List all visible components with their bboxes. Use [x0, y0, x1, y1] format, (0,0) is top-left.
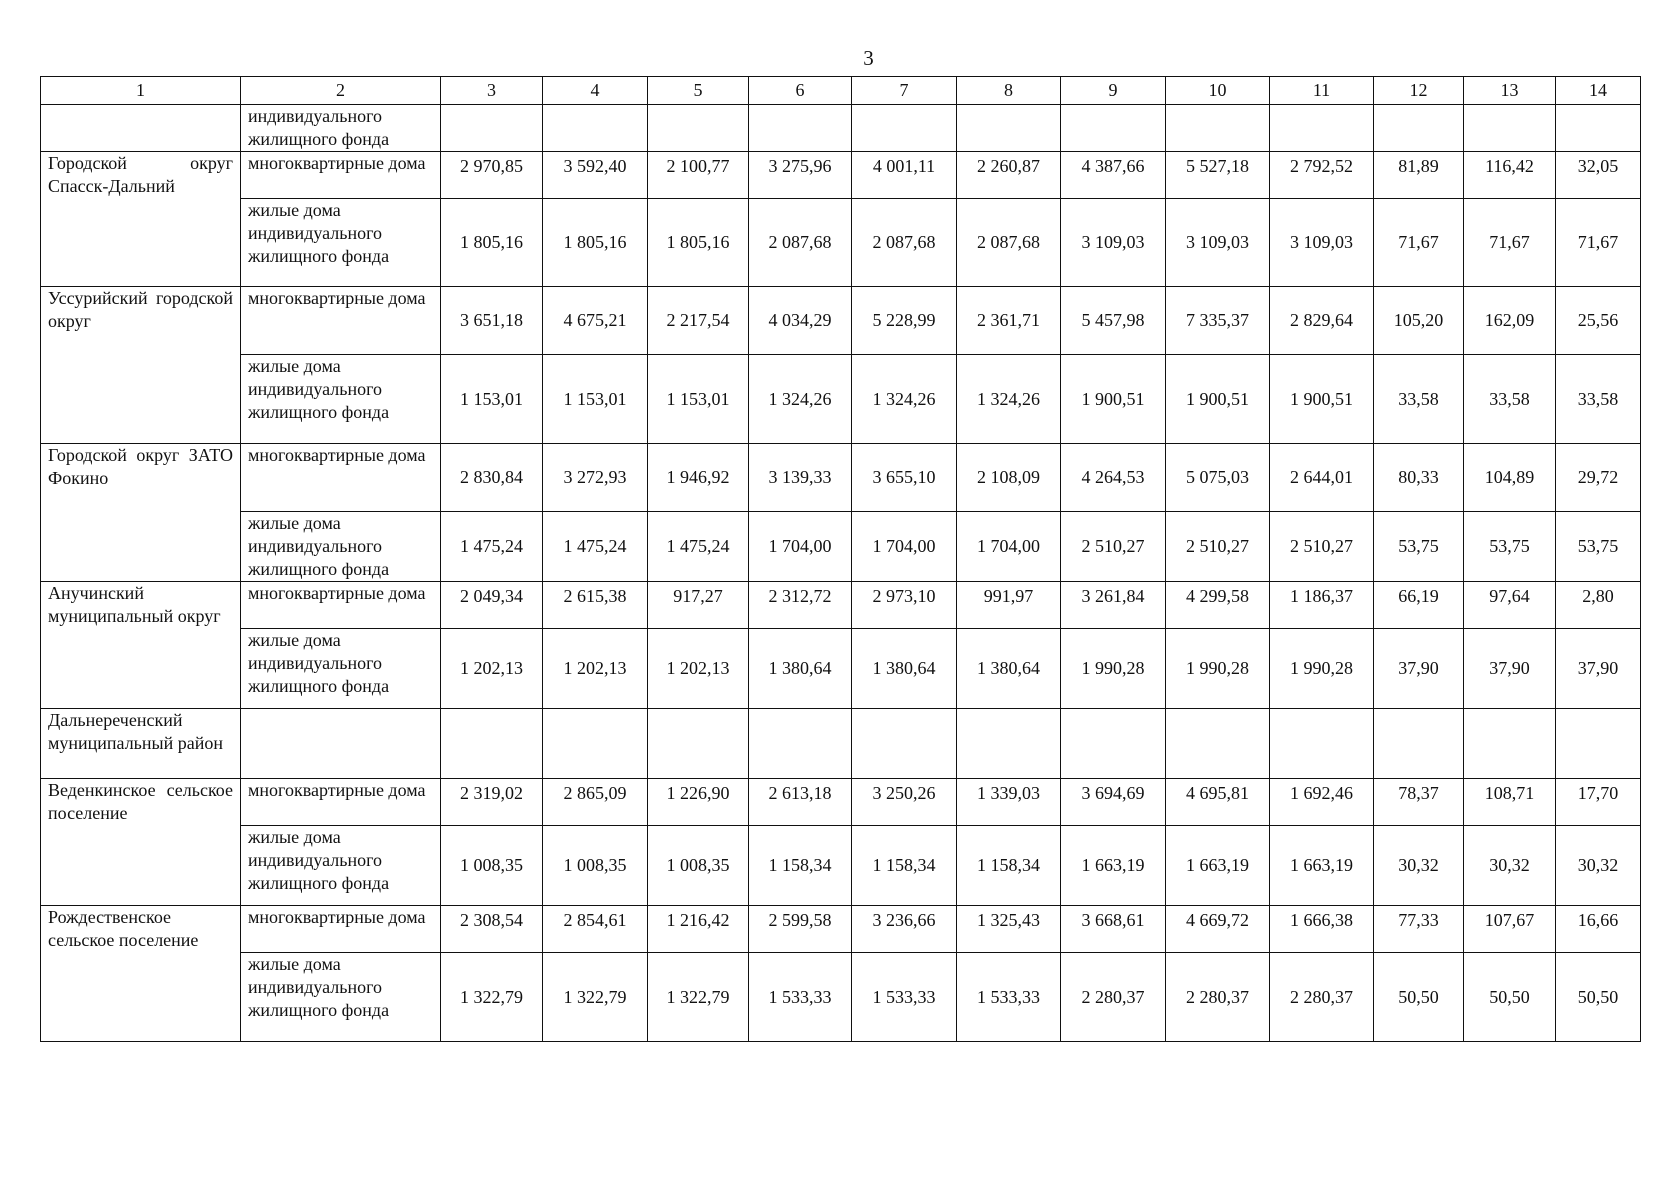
value-cell: 1 380,64: [957, 629, 1061, 709]
value-cell: 1 704,00: [749, 512, 852, 582]
table-row: [41, 779, 1641, 826]
value-cell: 3 592,40: [543, 152, 648, 199]
value-cell: [1556, 105, 1641, 152]
value-cell: [1061, 709, 1166, 779]
value-cell: 3 651,18: [441, 287, 543, 355]
value-cell: 71,67: [1464, 199, 1556, 287]
value-cell: 2 312,72: [749, 582, 852, 629]
value-cell: 1 216,42: [648, 906, 749, 953]
column-number: 4: [543, 77, 648, 105]
value-cell: 37,90: [1556, 629, 1641, 709]
municipality-cell: Городской округ ЗАТО Фокино: [41, 444, 241, 582]
housing-type-cell: многоквартирные дома: [241, 287, 441, 355]
value-cell: 17,70: [1556, 779, 1641, 826]
municipality-cell: Городской округ Спасск-Дальний: [41, 152, 241, 287]
value-cell: 1 704,00: [852, 512, 957, 582]
value-cell: 162,09: [1464, 287, 1556, 355]
value-cell: 1 663,19: [1166, 826, 1270, 906]
column-number: 8: [957, 77, 1061, 105]
housing-type-cell: жилые дома индивидуального жилищного фонда: [241, 629, 441, 709]
value-cell: 16,66: [1556, 906, 1641, 953]
value-cell: 1 900,51: [1270, 355, 1374, 444]
value-cell: 2 280,37: [1166, 953, 1270, 1042]
municipality-cell: Веденкинское сельское поселение: [41, 779, 241, 906]
value-cell: 2 599,58: [749, 906, 852, 953]
value-cell: 50,50: [1374, 953, 1464, 1042]
value-cell: 1 153,01: [441, 355, 543, 444]
value-cell: 2 049,34: [441, 582, 543, 629]
table-row: [41, 444, 1641, 512]
value-cell: 3 275,96: [749, 152, 852, 199]
value-cell: 2 280,37: [1061, 953, 1166, 1042]
value-cell: 1 475,24: [543, 512, 648, 582]
value-cell: 1 008,35: [441, 826, 543, 906]
municipality-cell: [41, 105, 241, 152]
value-cell: 917,27: [648, 582, 749, 629]
housing-type-cell: жилые дома индивидуального жилищного фонда: [241, 199, 441, 287]
column-number: 9: [1061, 77, 1166, 105]
value-cell: 3 272,93: [543, 444, 648, 512]
value-cell: 53,75: [1556, 512, 1641, 582]
value-cell: [1556, 709, 1641, 779]
value-cell: [957, 709, 1061, 779]
value-cell: 2 644,01: [1270, 444, 1374, 512]
value-cell: 1 008,35: [648, 826, 749, 906]
table-row: [41, 199, 1641, 287]
value-cell: 33,58: [1374, 355, 1464, 444]
value-cell: 7 335,37: [1166, 287, 1270, 355]
value-cell: 5 527,18: [1166, 152, 1270, 199]
municipality-cell: Дальнереченский муниципальный район: [41, 709, 241, 779]
column-number: 14: [1556, 77, 1641, 105]
value-cell: 4 387,66: [1061, 152, 1166, 199]
value-cell: 1 186,37: [1270, 582, 1374, 629]
value-cell: 1 153,01: [648, 355, 749, 444]
value-cell: [1270, 709, 1374, 779]
value-cell: 3 139,33: [749, 444, 852, 512]
value-cell: 1 805,16: [648, 199, 749, 287]
housing-type-cell: многоквартирные дома: [241, 444, 441, 512]
value-cell: 32,05: [1556, 152, 1641, 199]
column-number: 3: [441, 77, 543, 105]
municipality-cell: Рождественское сельское поселение: [41, 906, 241, 1042]
value-cell: 2 615,38: [543, 582, 648, 629]
value-cell: 1 990,28: [1270, 629, 1374, 709]
value-cell: 2 792,52: [1270, 152, 1374, 199]
value-cell: 1 666,38: [1270, 906, 1374, 953]
value-cell: 1 339,03: [957, 779, 1061, 826]
value-cell: [749, 105, 852, 152]
value-cell: 4 695,81: [1166, 779, 1270, 826]
value-cell: 2 087,68: [852, 199, 957, 287]
value-cell: [852, 105, 957, 152]
value-cell: 1 322,79: [648, 953, 749, 1042]
value-cell: 1 704,00: [957, 512, 1061, 582]
value-cell: 2 854,61: [543, 906, 648, 953]
value-cell: 3 109,03: [1166, 199, 1270, 287]
value-cell: [648, 105, 749, 152]
value-cell: 4 264,53: [1061, 444, 1166, 512]
value-cell: 2 087,68: [749, 199, 852, 287]
value-cell: 2 361,71: [957, 287, 1061, 355]
value-cell: 2 970,85: [441, 152, 543, 199]
table-row: [41, 582, 1641, 629]
value-cell: 33,58: [1464, 355, 1556, 444]
value-cell: [543, 709, 648, 779]
value-cell: 37,90: [1464, 629, 1556, 709]
value-cell: 25,56: [1556, 287, 1641, 355]
value-cell: 1 946,92: [648, 444, 749, 512]
value-cell: 1 380,64: [852, 629, 957, 709]
value-cell: 2 510,27: [1166, 512, 1270, 582]
municipality-cell: Уссурийский городской округ: [41, 287, 241, 444]
table-row: [41, 512, 1641, 582]
value-cell: 2 280,37: [1270, 953, 1374, 1042]
value-cell: 4 675,21: [543, 287, 648, 355]
value-cell: 53,75: [1374, 512, 1464, 582]
value-cell: 3 694,69: [1061, 779, 1166, 826]
value-cell: 107,67: [1464, 906, 1556, 953]
value-cell: 2 829,64: [1270, 287, 1374, 355]
column-number: 11: [1270, 77, 1374, 105]
housing-type-cell: жилые дома индивидуального жилищного фонда: [241, 512, 441, 582]
value-cell: 1 663,19: [1061, 826, 1166, 906]
value-cell: 3 236,66: [852, 906, 957, 953]
value-cell: 2 865,09: [543, 779, 648, 826]
value-cell: [648, 709, 749, 779]
value-cell: [957, 105, 1061, 152]
value-cell: 2 217,54: [648, 287, 749, 355]
value-cell: 1 533,33: [852, 953, 957, 1042]
column-number: 1: [41, 77, 241, 105]
value-cell: 1 008,35: [543, 826, 648, 906]
value-cell: 1 805,16: [441, 199, 543, 287]
value-cell: 2 087,68: [957, 199, 1061, 287]
column-number: 13: [1464, 77, 1556, 105]
value-cell: 1 533,33: [957, 953, 1061, 1042]
table-row: [41, 953, 1641, 1042]
value-cell: 30,32: [1464, 826, 1556, 906]
tariff-table: [40, 76, 1641, 1042]
column-number: 2: [241, 77, 441, 105]
value-cell: [749, 709, 852, 779]
column-number: 7: [852, 77, 957, 105]
table-row: [41, 152, 1641, 199]
value-cell: 3 109,03: [1061, 199, 1166, 287]
value-cell: 2 108,09: [957, 444, 1061, 512]
value-cell: 80,33: [1374, 444, 1464, 512]
value-cell: 2 510,27: [1061, 512, 1166, 582]
value-cell: 5 228,99: [852, 287, 957, 355]
value-cell: 1 324,26: [852, 355, 957, 444]
value-cell: 78,37: [1374, 779, 1464, 826]
housing-type-cell: жилые дома индивидуального жилищного фонда: [241, 953, 441, 1042]
housing-type-cell: многоквартирные дома: [241, 779, 441, 826]
housing-type-cell: многоквартирные дома: [241, 152, 441, 199]
value-cell: 71,67: [1556, 199, 1641, 287]
value-cell: 2 830,84: [441, 444, 543, 512]
value-cell: [1464, 709, 1556, 779]
value-cell: 1 325,43: [957, 906, 1061, 953]
value-cell: 2 308,54: [441, 906, 543, 953]
housing-type-cell: жилые дома индивидуального жилищного фонда: [241, 826, 441, 906]
value-cell: [1374, 709, 1464, 779]
value-cell: [441, 709, 543, 779]
value-cell: 81,89: [1374, 152, 1464, 199]
value-cell: 2 510,27: [1270, 512, 1374, 582]
value-cell: 5 075,03: [1166, 444, 1270, 512]
value-cell: 1 226,90: [648, 779, 749, 826]
value-cell: [1061, 105, 1166, 152]
value-cell: 1 202,13: [441, 629, 543, 709]
value-cell: 1 324,26: [957, 355, 1061, 444]
value-cell: 1 692,46: [1270, 779, 1374, 826]
value-cell: 3 668,61: [1061, 906, 1166, 953]
table-row: [41, 287, 1641, 355]
value-cell: 30,32: [1374, 826, 1464, 906]
value-cell: 77,33: [1374, 906, 1464, 953]
value-cell: 1 158,34: [957, 826, 1061, 906]
value-cell: 50,50: [1556, 953, 1641, 1042]
value-cell: 105,20: [1374, 287, 1464, 355]
value-cell: 1 322,79: [441, 953, 543, 1042]
value-cell: 1 900,51: [1166, 355, 1270, 444]
value-cell: [543, 105, 648, 152]
housing-type-cell: многоквартирные дома: [241, 582, 441, 629]
value-cell: [441, 105, 543, 152]
housing-type-cell: жилые дома индивидуального жилищного фонда: [241, 355, 441, 444]
value-cell: 29,72: [1556, 444, 1641, 512]
value-cell: 991,97: [957, 582, 1061, 629]
value-cell: 3 250,26: [852, 779, 957, 826]
value-cell: 97,64: [1464, 582, 1556, 629]
value-cell: 1 475,24: [648, 512, 749, 582]
table-row: [41, 906, 1641, 953]
table-row: [41, 355, 1641, 444]
column-number: 5: [648, 77, 749, 105]
value-cell: 1 202,13: [543, 629, 648, 709]
value-cell: [1166, 709, 1270, 779]
value-cell: 2,80: [1556, 582, 1641, 629]
value-cell: 108,71: [1464, 779, 1556, 826]
column-number: 12: [1374, 77, 1464, 105]
value-cell: 53,75: [1464, 512, 1556, 582]
value-cell: 1 322,79: [543, 953, 648, 1042]
housing-type-cell: многоквартирные дома: [241, 906, 441, 953]
table-row: [41, 709, 1641, 779]
value-cell: 1 533,33: [749, 953, 852, 1042]
value-cell: 4 001,11: [852, 152, 957, 199]
value-cell: 4 299,58: [1166, 582, 1270, 629]
housing-type-cell: [241, 709, 441, 779]
housing-type-cell: индивидуального жилищного фонда: [241, 105, 441, 152]
value-cell: 1 475,24: [441, 512, 543, 582]
value-cell: 66,19: [1374, 582, 1464, 629]
table-row: [41, 629, 1641, 709]
column-number: 6: [749, 77, 852, 105]
value-cell: 104,89: [1464, 444, 1556, 512]
table-row: [41, 105, 1641, 152]
value-cell: 37,90: [1374, 629, 1464, 709]
value-cell: 2 260,87: [957, 152, 1061, 199]
value-cell: [1166, 105, 1270, 152]
value-cell: 71,67: [1374, 199, 1464, 287]
value-cell: 3 261,84: [1061, 582, 1166, 629]
page-number: 3: [863, 46, 874, 70]
value-cell: 1 158,34: [852, 826, 957, 906]
value-cell: [1270, 105, 1374, 152]
value-cell: 1 900,51: [1061, 355, 1166, 444]
value-cell: 2 100,77: [648, 152, 749, 199]
value-cell: 116,42: [1464, 152, 1556, 199]
table-row: [41, 826, 1641, 906]
column-number: 10: [1166, 77, 1270, 105]
municipality-cell: Анучинский муниципальный округ: [41, 582, 241, 709]
value-cell: 1 380,64: [749, 629, 852, 709]
value-cell: 2 613,18: [749, 779, 852, 826]
value-cell: 3 109,03: [1270, 199, 1374, 287]
value-cell: 1 153,01: [543, 355, 648, 444]
value-cell: 1 324,26: [749, 355, 852, 444]
value-cell: [1374, 105, 1464, 152]
value-cell: 1 202,13: [648, 629, 749, 709]
value-cell: 50,50: [1464, 953, 1556, 1042]
value-cell: 1 805,16: [543, 199, 648, 287]
value-cell: 2 319,02: [441, 779, 543, 826]
value-cell: 1 990,28: [1061, 629, 1166, 709]
value-cell: 2 973,10: [852, 582, 957, 629]
value-cell: [852, 709, 957, 779]
value-cell: 30,32: [1556, 826, 1641, 906]
value-cell: [1464, 105, 1556, 152]
value-cell: 4 669,72: [1166, 906, 1270, 953]
value-cell: 1 663,19: [1270, 826, 1374, 906]
column-number-row: [41, 77, 1641, 105]
value-cell: 4 034,29: [749, 287, 852, 355]
value-cell: 5 457,98: [1061, 287, 1166, 355]
value-cell: 3 655,10: [852, 444, 957, 512]
value-cell: 1 158,34: [749, 826, 852, 906]
value-cell: 33,58: [1556, 355, 1641, 444]
value-cell: 1 990,28: [1166, 629, 1270, 709]
